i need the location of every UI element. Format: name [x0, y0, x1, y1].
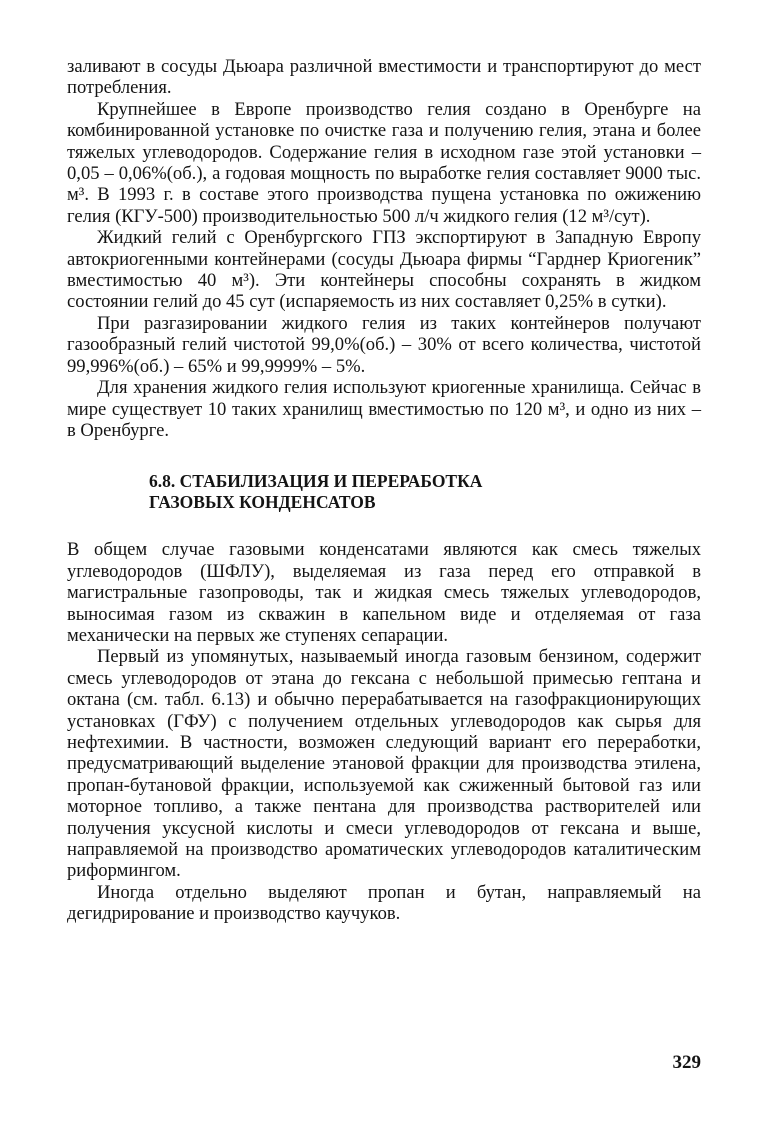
page-number: 329 [672, 1052, 701, 1073]
paragraph-export: Жидкий гелий с Оренбургского ГПЗ экспортируют в Западную Европу автокриогенными контейнерами (сосуды Дьюара фирмы “Гарднер Криогеник” вместимостью 40 м³). Эти контейнеры способны сохранять в жидком состоянии гелий до 45 сут (испаряемость из них составляет 0,25% в сутки). [67, 227, 701, 313]
paragraph-propane-butane: Иногда отдельно выделяют пропан и бутан, направляемый на дегидрирование и производство каучуков. [67, 881, 701, 925]
paragraph-orenburg-helium: Крупнейшее в Европе производство гелия создано в Оренбурге на комбинированной установке по очистке газа и получению гелия, этана и более тяжелых углеводородов. Содержание гелия в исходном газе этой установки – 0,05 – 0,06%(об.), а годовая мощность по выработке гелия составляет 9000 тыс. м³. В 1993 г. в составе этого производства пущена установка по ожижению гелия (КГУ-500) производительностью 500 л/ч жидкого гелия (12 м³/сут). [67, 98, 701, 227]
paragraph-condensates-definition: В общем случае газовыми конденсатами являются как смесь тяжелых углеводородов (ШФЛУ), выделяемая из газа перед его отправкой в магистральные газопроводы, так и жидкая смесь тяжелых углеводородов, выносимая газом из скважин в капельном виде и отделяемая от газа механически на первых же ступенях сепарации. [67, 539, 701, 646]
section-heading-line2: ГАЗОВЫХ КОНДЕНСАТОВ [149, 492, 376, 513]
section-heading-line1: 6.8. СТАБИЛИЗАЦИЯ И ПЕРЕРАБОТКА [149, 471, 483, 492]
paragraph-degassing: При разгазировании жидкого гелия из таких контейнеров получают газообразный гелий чистотой 99,0%(об.) – 30% от всего количества, чистотой 99,996%(об.) – 65% и 99,9999% – 5%. [67, 312, 701, 377]
page-body [67, 56, 701, 925]
paragraph-gas-gasoline: Первый из упомянутых, называемый иногда газовым бензином, содержит смесь углеводородов от этана до гексана с небольшой примесью гептана и октана (см. табл. 6.13) и обычно перерабатывается на газофракционирующих установках (ГФУ) с получением отдельных углеводородов как сырья для нефтехимии. В частности, возможен следующий вариант его переработки, предусматривающий выделение этановой фракции для производства этилена, пропан-бутановой фракции, используемой как сжиженный бытовой газ или моторное топливо, а также пентана для производства растворителей или получения уксусной кислоты и смеси углеводородов от гексана и выше, направляемой на производство ароматических углеводородов каталитическим риформингом. [67, 646, 701, 882]
paragraph-continuation: заливают в сосуды Дьюара различной вместимости и транспортируют до мест потребления. [67, 56, 701, 99]
paragraph-storage: Для хранения жидкого гелия используют криогенные хранилища. Сейчас в мире существует 10 таких хранилищ вместимостью по 120 м³, и одно из них – в Оренбурге. [67, 377, 701, 441]
section-heading [149, 471, 701, 513]
